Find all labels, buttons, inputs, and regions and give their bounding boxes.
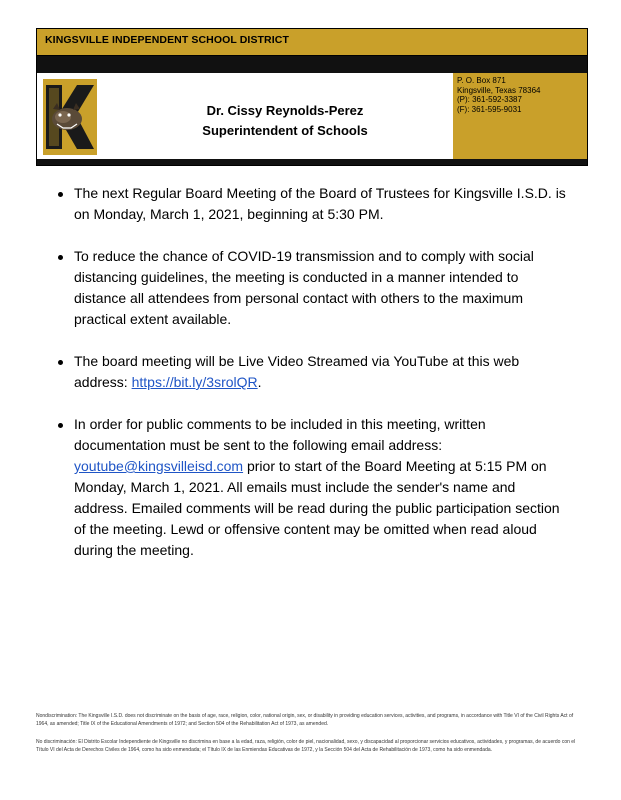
district-name: KINGSVILLE INDEPENDENT SCHOOL DISTRICT bbox=[45, 34, 289, 46]
superintendent-name: Dr. Cissy Reynolds-Perez bbox=[206, 103, 364, 118]
bullet-icon bbox=[58, 423, 63, 428]
notice-list bbox=[52, 183, 572, 582]
district-banner bbox=[37, 29, 587, 56]
list-item bbox=[52, 246, 572, 330]
bullet-icon bbox=[58, 192, 63, 197]
notice-text: To reduce the chance of COVID-19 transmission and to comply with social distancing guidelines, the meeting is conducted in a manner intended to distance all attendees from personal contact with others to the maximum practical extent available. bbox=[74, 248, 534, 327]
list-item bbox=[52, 351, 572, 393]
fax-number: (F): 361-595-9031 bbox=[457, 104, 522, 114]
list-item bbox=[52, 414, 572, 561]
kingsville-k-mascot-logo-icon bbox=[43, 79, 97, 155]
notice-text: In order for public comments to be included in this meeting, written documentation must be sent to the following email address: bbox=[74, 416, 486, 453]
superintendent-panel bbox=[37, 73, 453, 159]
notice-text-end: prior to start of the Board Meeting at 5:15 PM on Monday, March 1, 2021. All emails must include the sender's name and address. Emailed comments will be read during the public participation section of the meeting. Lewd or offensive content may be omitted when read aloud during the meeting. bbox=[74, 458, 560, 558]
nondiscrimination-footer bbox=[36, 712, 584, 764]
nondiscrimination-english: Nondiscrimination: The Kingsville I.S.D. does not discriminate on the basis of age, race, religion, color, national origin, sex, or disability in providing education services, activities, and programs, in accordance with Title VI of the Civil Rights Act of 1964, as amended; Title IX of the Educational Amendments of 1972; and Section 504 of the Rehabilitation Act of 1973, as amended. bbox=[36, 713, 574, 727]
city-address: Kingsville, Texas 78364 bbox=[457, 85, 541, 95]
contact-panel bbox=[453, 73, 587, 159]
nondiscrimination-spanish: No discriminación: El Distrito Escolar Independiente de Kingsville no discrimina en base a la edad, raza, religión, color de piel, nacionalidad, sexo, y discapacidad al proporcionar servicios educativos, actividades, y programas, de acuerdo con el Título VI del Acta de Derechos Civiles de 1964, como ha sido enmendada; el Título IX de las Enmiendas Educativas de 1972, y la Sección 504 del Acta de Rehabilitación de 1973, como ha sido enmendada. bbox=[36, 739, 576, 753]
bullet-icon bbox=[58, 255, 63, 260]
letterhead bbox=[36, 28, 588, 166]
bullet-icon bbox=[58, 360, 63, 365]
contact-info bbox=[457, 76, 540, 114]
phone-number: (P): 361-592-3387 bbox=[457, 95, 522, 105]
notice-text-end: . bbox=[257, 374, 262, 390]
notice-text: The board meeting will be Live Video Streamed via YouTube at this web address: bbox=[74, 353, 520, 390]
comment-email-link[interactable]: youtube@kingsvilleisd.com bbox=[74, 458, 244, 474]
youtube-stream-link[interactable]: https://bit.ly/3srolQR bbox=[131, 374, 258, 390]
superintendent-title: Superintendent of Schools bbox=[202, 123, 368, 138]
po-box: P. O. Box 871 bbox=[457, 76, 506, 85]
notice-text: The next Regular Board Meeting of the Board of Trustees for Kingsville I.S.D. is on Monday, March 1, 2021, beginning at 5:30 PM. bbox=[74, 185, 566, 222]
list-item bbox=[52, 183, 572, 225]
